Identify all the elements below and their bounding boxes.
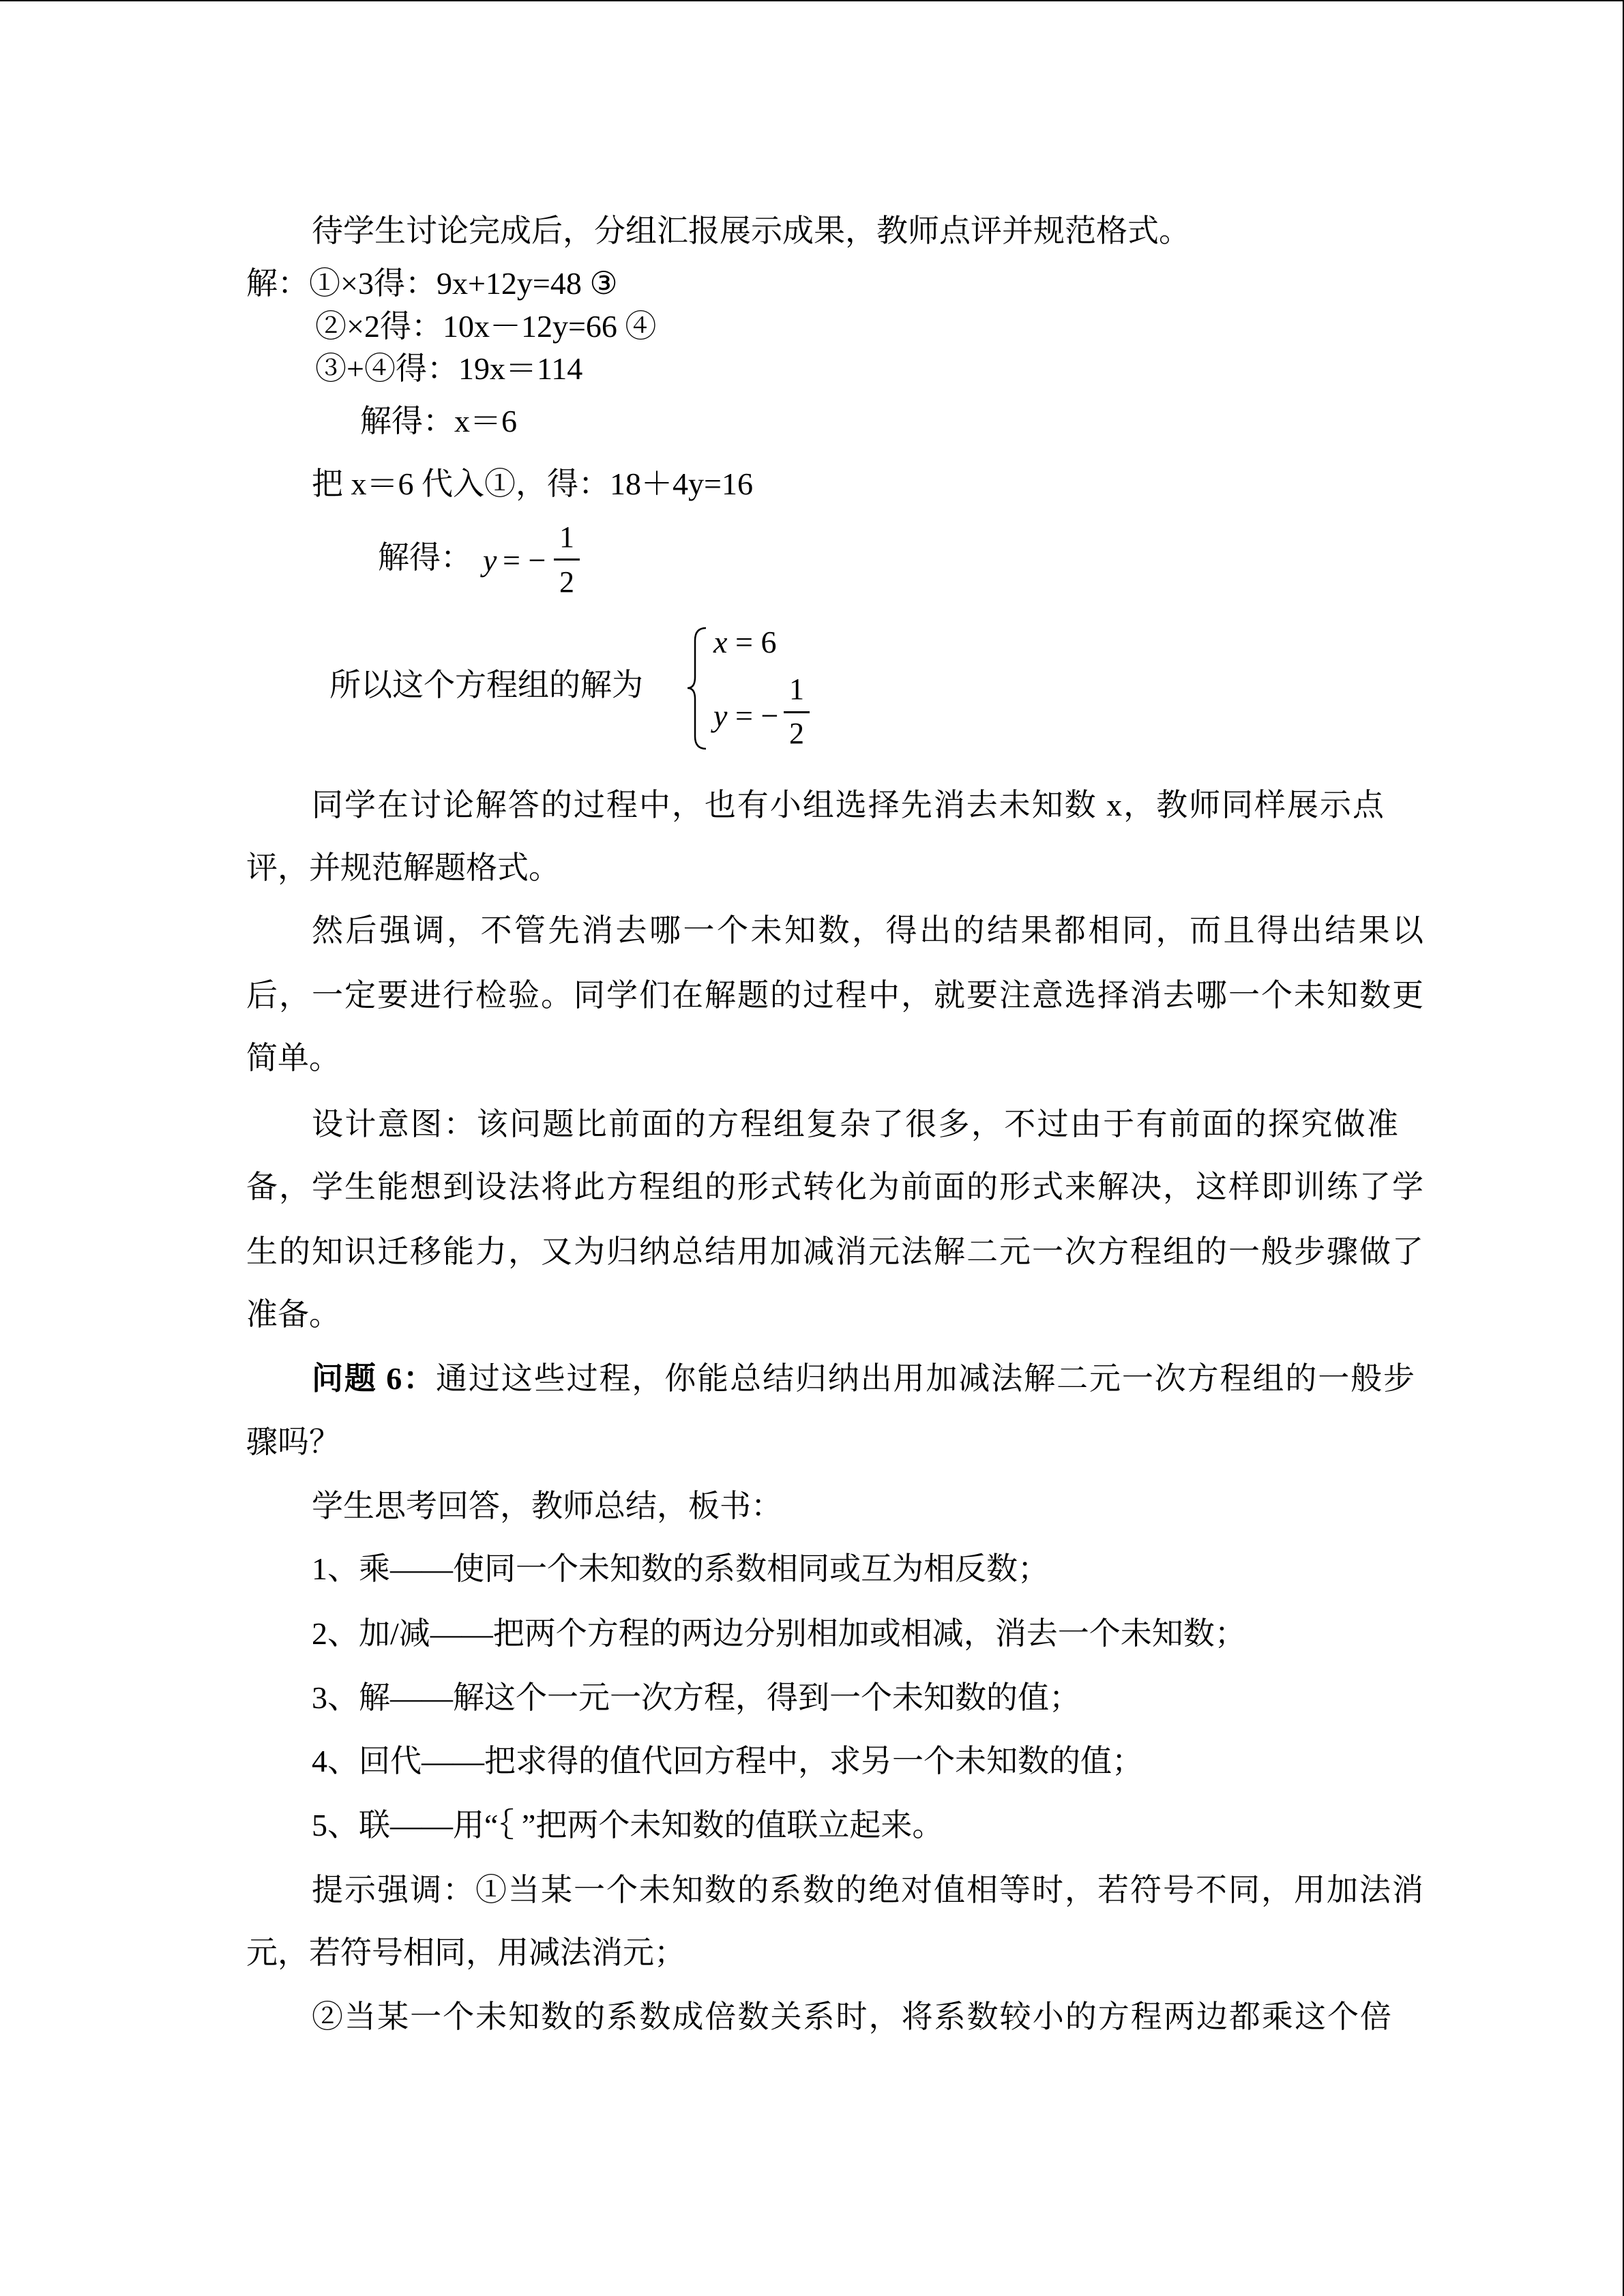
step-item-2: 2、加/减——把两个方程的两边分别相加或相减，消去一个未知数； <box>312 1616 1246 1651</box>
solution-step-6-label: 解得： <box>378 540 472 575</box>
system-y-variable: y <box>713 698 728 733</box>
solution-step-1 <box>246 263 618 304</box>
solution-label: 解： <box>246 266 309 301</box>
discussion-line-1: 同学在讨论解答的过程中，也有小组选择先消去未知数 x，教师同样展示点 <box>312 788 1384 822</box>
conclusion-label: 所以这个方程组的解为 <box>329 668 643 702</box>
emphasis-line-3: 简单。 <box>246 1041 340 1075</box>
question-6-line-2: 骤吗？ <box>246 1425 340 1459</box>
solution-step-1-text: ①×3得：9x+12y=48 ③ <box>309 266 618 301</box>
equals-minus: = − <box>503 543 546 578</box>
y-variable: y <box>483 543 497 578</box>
solution-step-3: ③+④得：19x＝114 <box>315 351 583 386</box>
design-intent-line-4: 准备。 <box>246 1297 340 1332</box>
intro-paragraph: 待学生讨论完成后，分组汇报展示成果，教师点评并规范格式。 <box>312 213 1190 248</box>
system-fraction-numerator: 1 <box>789 672 804 706</box>
step-item-4: 4、回代——把求得的值代回方程中，求另一个未知数的值； <box>312 1744 1143 1778</box>
system-fraction-denominator: 2 <box>789 717 804 750</box>
fraction-bar <box>554 558 580 561</box>
design-intent-line-3: 生的知识迁移能力，又为归纳总结用加减消元法解二元一次方程组的一般步骤做了 <box>246 1234 1423 1269</box>
step-item-3: 3、解——解这个一元一次方程，得到一个未知数的值； <box>312 1680 1080 1715</box>
step-item-1: 1、乘——使同一个未知数的系数相同或互为相反数； <box>312 1551 1049 1586</box>
emphasis-line-1: 然后强调，不管先消去哪一个未知数，得出的结果都相同，而且得出结果以 <box>312 913 1423 948</box>
design-intent-line-2: 备，学生能想到设法将此方程组的形式转化为前面的形式来解决，这样即训练了学 <box>246 1169 1423 1204</box>
system-equals-minus: = − <box>735 698 779 733</box>
system-x-value: = 6 <box>735 625 777 659</box>
question-6-label: 问题 6： <box>312 1361 436 1396</box>
step-item-5: 5、联——用“｛ ”把两个未知数的值联立起来。 <box>312 1808 944 1843</box>
fraction-numerator: 1 <box>559 520 574 554</box>
design-intent-line-1: 设计意图：该问题比前面的方程组复杂了很多，不过由于有前面的探究做准 <box>312 1107 1398 1142</box>
summary-intro: 学生思考回答，教师总结，板书： <box>312 1489 782 1523</box>
solution-step-5: 把 x＝6 代入①，得：18＋4y=16 <box>312 466 753 501</box>
question-6-text: 通过这些过程，你能总结归纳出用加减法解二元一次方程组的一般步 <box>436 1361 1415 1396</box>
left-brace-icon <box>684 625 711 751</box>
emphasis-line-2: 后，一定要进行检验。同学们在解题的过程中，就要注意选择消去哪一个未知数更 <box>246 978 1423 1013</box>
question-6-line-1 <box>312 1358 1415 1399</box>
system-x-variable: x <box>713 625 728 659</box>
tip-line-1: 提示强调：①当某一个未知数的系数的绝对值相等时，若符号不同，用加法消 <box>312 1873 1423 1907</box>
discussion-line-2: 评，并规范解题格式。 <box>246 850 560 885</box>
tip-line-2: 元，若符号相同，用减法消元； <box>246 1935 685 1970</box>
solution-step-2: ②×2得：10x－12y=66 ④ <box>315 309 657 344</box>
fraction-denominator: 2 <box>559 565 574 599</box>
tip-line-3: ②当某一个未知数的系数成倍数关系时，将系数较小的方程两边都乘这个倍 <box>312 1999 1391 2034</box>
solution-step-4: 解得：x＝6 <box>360 404 517 438</box>
